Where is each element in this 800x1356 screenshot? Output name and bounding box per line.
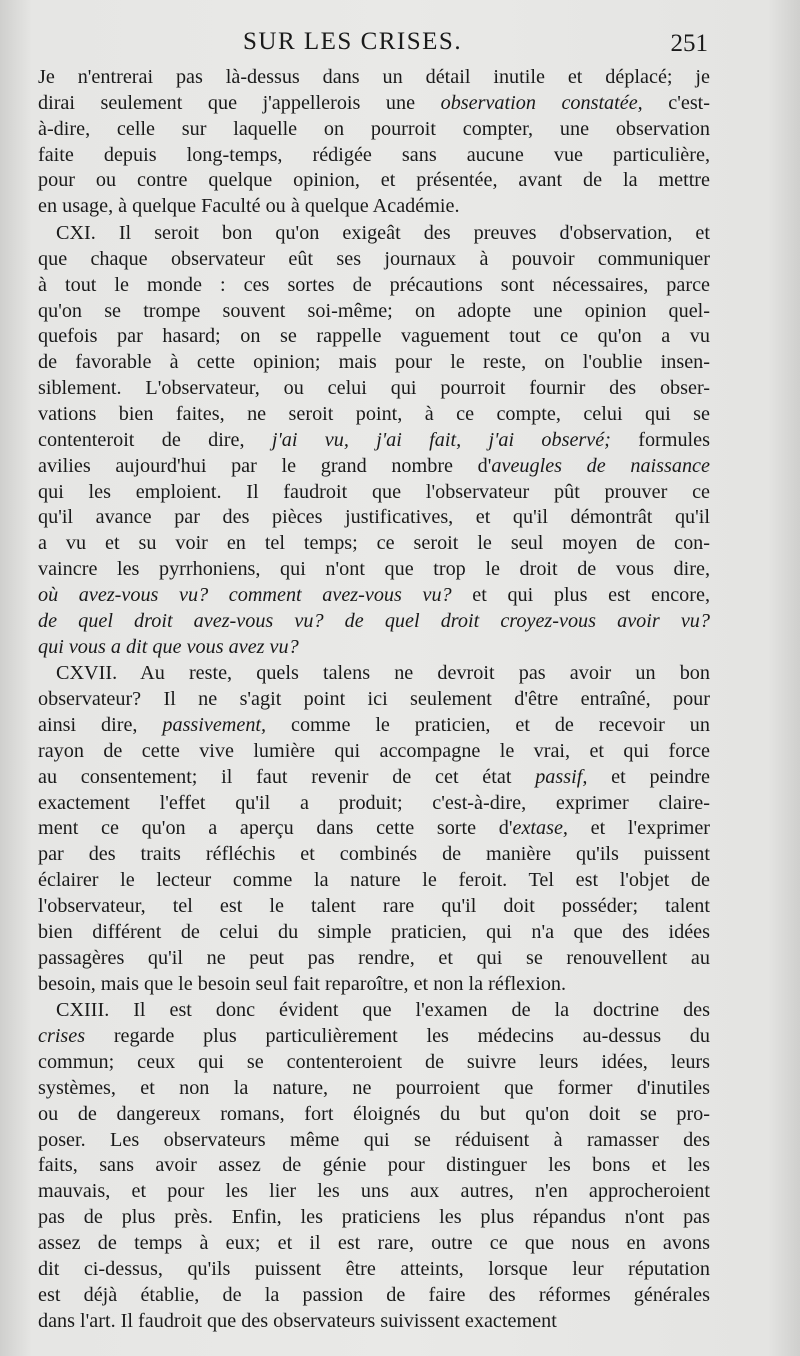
italic-run: où avez-vous vu? comment avez-vous vu? — [38, 583, 452, 606]
text-line — [38, 117, 710, 143]
italic-run: observation constatée, — [440, 91, 643, 114]
italic-run: passivement, — [162, 714, 267, 737]
text-run: dans l'art. Il faudroit que des observateurs suivissent exactement — [38, 1309, 557, 1332]
text-run: siblement. L'observateur, ou celui qui pourroit fournir des obser- — [38, 377, 710, 400]
text-line — [38, 1231, 710, 1257]
text-run: bien différent de celui du simple praticien, qui n'a que des idées — [38, 920, 710, 943]
text-line — [38, 299, 710, 325]
text-line — [38, 816, 710, 842]
text-run: comme le praticien, et de recevoir un — [266, 714, 710, 737]
text-run: CXIII. Il est donc évident que l'examen de la doctrine des — [56, 999, 710, 1022]
italic-run: de quel droit avez-vous vu? de quel droit croyez-vous avoir vu? — [38, 609, 710, 632]
text-line — [38, 402, 710, 428]
text-line — [38, 194, 710, 220]
text-run: rayon de cette vive lumière qui accompagne le vrai, et qui force — [38, 739, 710, 762]
text-run: et l'exprimer — [567, 817, 710, 840]
text-run: et qui plus est encore, — [451, 583, 710, 606]
text-line — [38, 972, 710, 998]
text-line — [38, 687, 710, 713]
text-line — [38, 168, 710, 194]
italic-run: aveugles de naissance — [491, 454, 710, 477]
text-line — [38, 91, 710, 117]
text-line — [38, 350, 710, 376]
text-line — [38, 635, 710, 661]
text-run: à tout le monde : ces sortes de précautions sont nécessaires, parce — [38, 273, 710, 296]
text-run: à-dire, celle sur laquelle on pourroit compter, une observation — [38, 117, 710, 140]
page-number: 251 — [670, 30, 708, 57]
text-line — [38, 946, 710, 972]
text-run: besoin, mais que le besoin seul fait reparoître, et non la réflexion. — [38, 972, 567, 995]
italic-run: crises — [38, 1025, 86, 1048]
text-run: CXI. Il seroit bon qu'on exigeât des preuves d'observation, et — [56, 222, 710, 245]
text-run: exactement l'effet qu'il a produit; c'est-à-dire, exprimer claire- — [38, 791, 710, 814]
text-line — [38, 842, 710, 868]
text-run: avilies aujourd'hui par le grand nombre d' — [38, 454, 492, 477]
text-line — [38, 713, 710, 739]
text-line — [38, 609, 710, 635]
text-line — [38, 998, 710, 1024]
text-line — [38, 1076, 710, 1102]
text-run: qui les emploient. Il faudroit que l'observateur pût prouver ce — [38, 480, 710, 503]
text-line — [38, 65, 710, 91]
text-run: regarde plus particulièrement les médecins au-dessus du — [85, 1025, 710, 1048]
text-line — [38, 1128, 710, 1154]
text-run: est déjà établie, de la passion de faire des réformes générales — [38, 1283, 710, 1306]
text-line — [38, 1179, 710, 1205]
text-line — [38, 868, 710, 894]
text-line — [38, 765, 710, 791]
text-run: dit ci-dessus, qu'ils puissent être atteints, lorsque leur réputation — [38, 1257, 710, 1280]
text-line — [38, 1309, 710, 1335]
text-line — [38, 454, 710, 480]
text-run: dirai seulement que j'appellerois une — [38, 91, 441, 114]
italic-run: j'ai vu, j'ai fait, j'ai observé; — [271, 428, 611, 451]
text-run: passagères qu'il ne peut pas rendre, et qui se renouvellent au — [38, 946, 710, 969]
text-run: l'observateur, tel est le talent rare qu'il doit posséder; talent — [38, 895, 710, 917]
text-run: de favorable à cette opinion; mais pour le reste, on l'oublie insen- — [38, 351, 710, 374]
italic-run: passif, — [535, 765, 588, 788]
text-run: vaincre les pyrrhoniens, qui n'ont que trop le droit de vous dire, — [38, 558, 710, 581]
body-text — [38, 64, 710, 1334]
paragraph — [38, 221, 710, 660]
text-run: et peindre — [587, 765, 710, 788]
text-run: c'est- — [642, 91, 710, 114]
paragraph — [38, 661, 710, 997]
text-line — [38, 739, 710, 765]
text-run: vations bien faites, ne seroit point, à ce compte, celui qui se — [38, 402, 710, 425]
text-line — [38, 791, 710, 817]
text-run: observateur? Il ne s'agit point ici seulement d'être entraîné, pour — [38, 688, 710, 711]
text-run: CXVII. Au reste, quels talens ne devroit pas avoir un bon — [56, 662, 710, 685]
paragraph — [38, 65, 710, 220]
text-line — [38, 894, 710, 920]
text-run: faite depuis long-temps, rédigée sans aucune vue particulière, — [38, 143, 710, 166]
text-run: quefois par hasard; on se rappelle vaguement tout ce qu'on a vu — [38, 325, 710, 348]
text-line — [38, 1102, 710, 1128]
text-line — [38, 428, 710, 454]
italic-run: extase, — [512, 817, 568, 840]
text-run: formules — [610, 428, 710, 451]
text-run: ment ce qu'on a aperçu dans cette sorte d' — [38, 817, 513, 840]
text-line — [38, 247, 710, 273]
text-run: qu'on se trompe souvent soi-même; on adopte une opinion quel- — [38, 299, 710, 322]
text-line — [38, 1050, 710, 1076]
text-line — [38, 143, 710, 169]
text-run: contenteroit de dire, — [38, 428, 272, 451]
text-line — [38, 324, 710, 350]
text-line — [38, 273, 710, 299]
running-title: SUR LES CRISES. — [243, 28, 463, 55]
text-run: par des traits réfléchis et combinés de manière qu'ils puissent — [38, 843, 710, 866]
text-run: Je n'entrerai pas là-dessus dans un détail inutile et déplacé; je — [38, 66, 710, 88]
text-line — [38, 920, 710, 946]
text-line — [38, 1153, 710, 1179]
text-line — [38, 1283, 710, 1309]
text-line — [38, 531, 710, 557]
text-run: mauvais, et pour les lier les uns aux autres, n'en approcheroient — [38, 1180, 710, 1203]
italic-run: qui vous a dit que vous avez vu? — [38, 635, 299, 658]
page-header — [0, 28, 800, 62]
text-line — [38, 557, 710, 583]
text-line — [38, 583, 710, 609]
text-line — [38, 661, 710, 687]
text-line — [38, 376, 710, 402]
text-line — [38, 1205, 710, 1231]
text-line — [38, 1257, 710, 1283]
text-run: pour ou contre quelque opinion, et présentée, avant de la mettre — [38, 169, 710, 192]
text-run: qu'il avance par des pièces justificatives, et qu'il démontrât qu'il — [38, 506, 710, 529]
text-line — [38, 480, 710, 506]
text-run: pas de plus près. Enfin, les praticiens les plus répandus n'ont pas — [38, 1206, 710, 1229]
text-run: assez de temps à eux; et il est rare, outre ce que nous en avons — [38, 1231, 710, 1254]
text-run: éclairer le lecteur comme la nature le feroit. Tel est l'objet de — [38, 869, 710, 892]
text-run: en usage, à quelque Faculté ou à quelque Académie. — [38, 195, 460, 218]
paragraph — [38, 998, 710, 1334]
text-run: commun; ceux qui se contenteroient de suivre leurs idées, leurs — [38, 1051, 710, 1074]
text-line — [38, 221, 710, 247]
text-run: que chaque observateur eût ses journaux à pouvoir communiquer — [38, 247, 710, 270]
text-run: poser. Les observateurs même qui se réduisent à ramasser des — [38, 1128, 710, 1151]
text-run: ou de dangereux romans, fort éloignés du but qu'on doit se pro- — [38, 1102, 710, 1125]
text-run: ainsi dire, — [38, 714, 163, 737]
text-run: au consentement; il faut revenir de cet état — [38, 765, 536, 788]
text-line — [38, 1024, 710, 1050]
text-run: a vu et su voir en tel temps; ce seroit le seul moyen de con- — [38, 532, 710, 555]
text-run: systèmes, et non la nature, ne pourroient que former d'inutiles — [38, 1076, 710, 1099]
text-run: faits, sans avoir assez de génie pour distinguer les bons et les — [38, 1154, 710, 1177]
text-line — [38, 505, 710, 531]
